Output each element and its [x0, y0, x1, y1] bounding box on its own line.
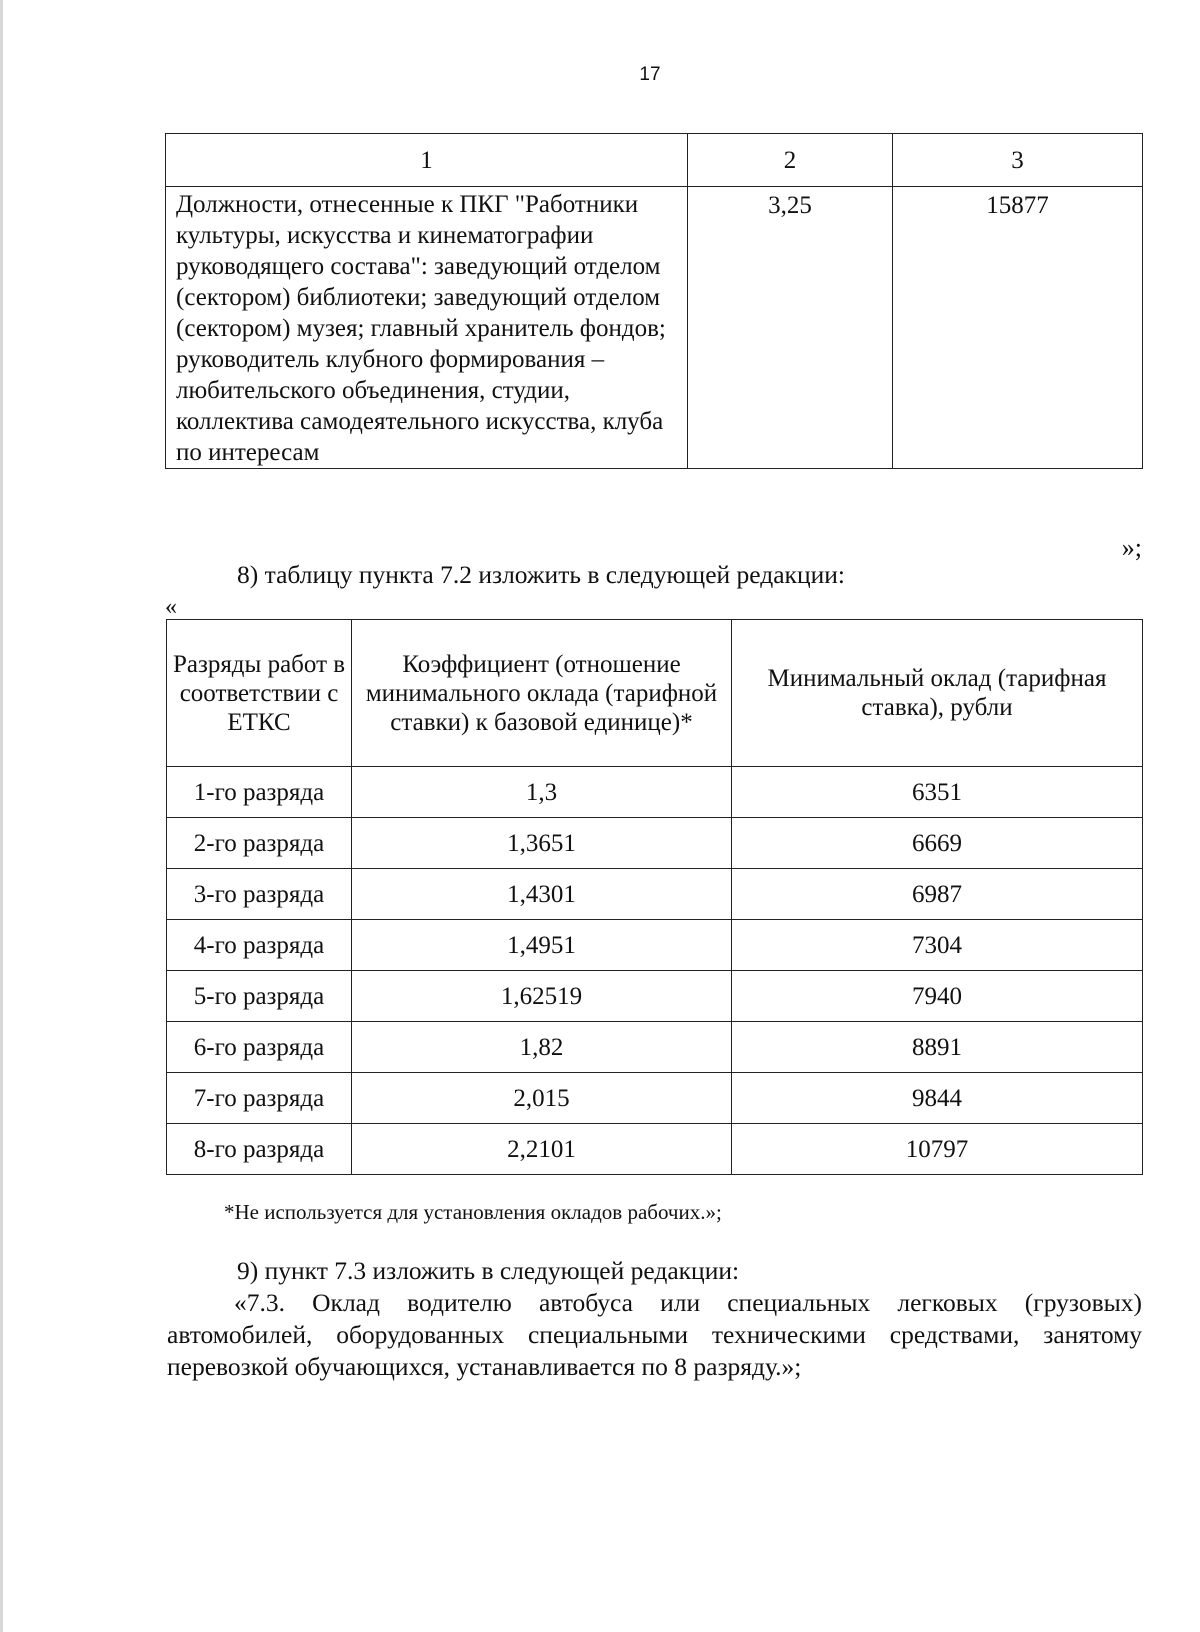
salary-cell: 9844 — [732, 1073, 1143, 1124]
scan-edge — [0, 0, 3, 1632]
table-row — [167, 971, 1143, 1022]
table-header-row — [166, 134, 1143, 187]
salary-cell: 6351 — [732, 767, 1143, 818]
position-description: Должности, отнесенные к ПКГ "Работники культуры, искусства и кинематографии руководящего состава": заведующий отделом (сектором) библиотеки; заведующий отделом (сектором) музея; главный хранитель фондов; руководитель клубного формирования – любительского объединения, студии, коллектива самодеятельного искусства, клуба по интересам — [166, 187, 688, 469]
grade-cell: 3-го разряда — [167, 869, 352, 920]
header-salary: Минимальный оклад (тарифная ставка), рубли — [732, 620, 1143, 767]
column-number-3: 3 — [893, 134, 1143, 187]
paragraph-9: 9) пункт 7.3 изложить в следующей редакции: — [237, 1256, 740, 1285]
table-row — [167, 818, 1143, 869]
salary-cell: 7940 — [732, 971, 1143, 1022]
coefficient-cell: 1,62519 — [352, 971, 732, 1022]
column-number-2: 2 — [688, 134, 893, 187]
column-number-1: 1 — [166, 134, 688, 187]
grade-cell: 6-го разряда — [167, 1022, 352, 1073]
page-number: 17 — [639, 64, 661, 85]
coefficient-cell: 1,82 — [352, 1022, 732, 1073]
coefficient-cell: 1,3 — [352, 767, 732, 818]
table-header-row — [167, 620, 1143, 767]
table-row — [167, 1124, 1143, 1175]
salary-cell: 6669 — [732, 818, 1143, 869]
opening-quote: « — [165, 594, 177, 620]
header-grade: Разряды работ в соответствии с ЕТКС — [167, 620, 352, 767]
grade-cell: 2-го разряда — [167, 818, 352, 869]
footnote: *Не используется для установления окладов рабочих.»; — [224, 1200, 722, 1224]
salary-cell: 10797 — [732, 1124, 1143, 1175]
salary-cell: 6987 — [732, 869, 1143, 920]
table-row — [167, 869, 1143, 920]
grade-cell: 7-го разряда — [167, 1073, 352, 1124]
table-continuation — [165, 133, 1143, 469]
coefficient-cell: 1,4951 — [352, 920, 732, 971]
position-salary: 15877 — [893, 187, 1143, 469]
position-coefficient: 3,25 — [688, 187, 893, 469]
paragraph-7-3: «7.3. Оклад водителю автобуса или специальных легковых (грузовых) автомобилей, оборудованных специальными техническими средствами, занятому перевозкой обучающихся, устанавливается по 8 разряду.»; — [167, 1288, 1142, 1381]
grade-cell: 5-го разряда — [167, 971, 352, 1022]
grade-cell: 8-го разряда — [167, 1124, 352, 1175]
header-coefficient: Коэффициент (отношение минимального оклада (тарифной ставки) к базовой единице)* — [352, 620, 732, 767]
grade-cell: 1-го разряда — [167, 767, 352, 818]
coefficient-cell: 2,2101 — [352, 1124, 732, 1175]
salary-cell: 8891 — [732, 1022, 1143, 1073]
coefficient-cell: 1,3651 — [352, 818, 732, 869]
grade-salary-table — [166, 619, 1143, 1175]
table-row — [167, 1022, 1143, 1073]
paragraph-8: 8) таблицу пункта 7.2 изложить в следующей редакции: — [237, 560, 845, 589]
table-row — [167, 920, 1143, 971]
coefficient-cell: 2,015 — [352, 1073, 732, 1124]
table-row — [167, 767, 1143, 818]
grade-cell: 4-го разряда — [167, 920, 352, 971]
closing-quote: »; — [1121, 533, 1142, 562]
salary-cell: 7304 — [732, 920, 1143, 971]
table-row — [166, 187, 1143, 469]
table-row — [167, 1073, 1143, 1124]
coefficient-cell: 1,4301 — [352, 869, 732, 920]
